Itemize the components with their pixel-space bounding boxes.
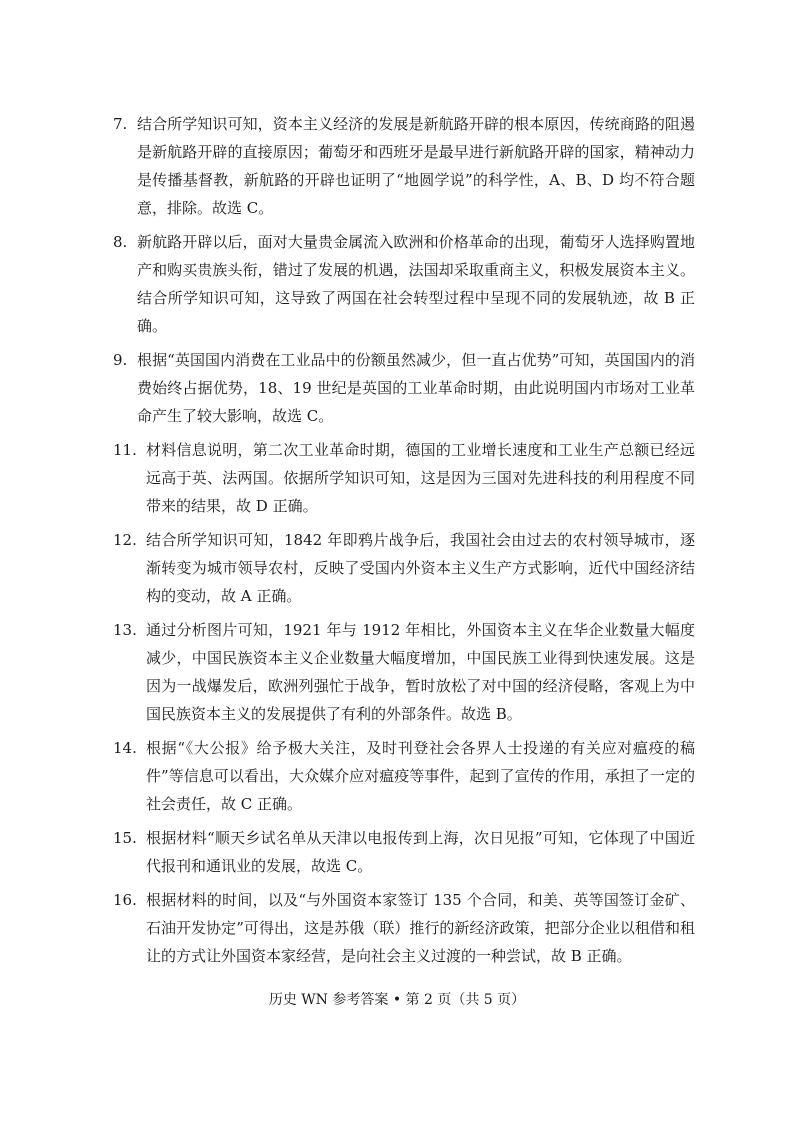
answer-text: 结合所学知识可知，资本主义经济的发展是新航路开辟的根本原因，传统商路的阻遏是新航路开辟的直接原因；葡萄牙和西班牙是最早进行新航路开辟的国家，精神动力是传播基督教，新航路的开辟也证明了“地圆学说”的科学性，A、B、D 均不符合题意，排除。故选 C。 [137, 115, 695, 217]
answer-item-14 [113, 734, 695, 818]
answer-list [113, 110, 695, 976]
answer-number: 8. [113, 233, 128, 251]
answer-text: 新航路开辟以后，面对大量贵金属流入欧洲和价格革命的出现，葡萄牙人选择购置地产和购买贵族头衔，错过了发展的机遇，法国却采取重商主义，积极发展资本主义。结合所学知识可知，这导致了两国在社会转型过程中呈现不同的发展轨迹，故 B 正确。 [137, 233, 695, 335]
answer-text: 根据材料的时间，以及“与外国资本家签订 135 个合同，和美、英等国签订金矿、石油开发协定”可得出，这是苏俄（联）推行的新经济政策，把部分企业以租借和租让的方式让外国资本家经营，是向社会主义过渡的一种尝试，故 B 正确。 [146, 891, 695, 965]
answer-text: 通过分析图片可知，1921 年与 1912 年相比，外国资本主义在华企业数量大幅度减少，中国民族资本主义企业数量大幅度增加，中国民族工业得到快速发展。这是因为一战爆发后，欧洲列强忙于战争，暂时放松了对中国的经济侵略，客观上为中国民族资本主义的发展提供了有利的外部条件。故选 B。 [146, 621, 695, 723]
answer-number: 14. [113, 739, 137, 757]
answer-number: 16. [113, 891, 137, 909]
answer-number: 15. [113, 829, 137, 847]
answer-number: 12. [113, 531, 137, 549]
answer-number: 13. [113, 621, 137, 639]
answer-item-16 [113, 886, 695, 970]
answer-number: 7. [113, 115, 128, 133]
answer-text: 结合所学知识可知，1842 年即鸦片战争后，我国社会由过去的农村领导城市，逐渐转变为城市领导农村，反映了受国内外资本主义生产方式影响，近代中国经济结构的变动，故 A 正确。 [146, 531, 695, 605]
answer-text: 根据“英国国内消费在工业品中的份额虽然减少，但一直占优势”可知，英国国内的消费始终占据优势，18、19 世纪是英国的工业革命时期，由此说明国内市场对工业革命产生了较大影响，故选 C。 [137, 351, 695, 425]
answer-text: 根据材料“顺天乡试名单从天津以电报传到上海，次日见报”可知，它体现了中国近代报刊和通讯业的发展，故选 C。 [146, 829, 695, 875]
answer-item-8 [113, 228, 695, 340]
answer-item-7 [113, 110, 695, 222]
answer-text: 材料信息说明，第二次工业革命时期，德国的工业增长速度和工业生产总额已经远远高于英、法两国。依据所学知识可知，这是因为三国对先进科技的利用程度不同带来的结果，故 D 正确。 [146, 441, 695, 515]
answer-item-15 [113, 824, 695, 880]
page-footer: 历史 WN 参考答案 • 第 2 页（共 5 页） [268, 992, 526, 1008]
answer-item-11 [113, 436, 695, 520]
answer-number: 9. [113, 351, 128, 369]
answer-item-9 [113, 346, 695, 430]
answer-number: 11. [113, 441, 137, 459]
answer-item-12 [113, 526, 695, 610]
answer-item-13 [113, 616, 695, 728]
answer-text: 根据“《大公报》给予极大关注，及时刊登社会各界人士投递的有关应对瘟疫的稿件”等信息可以看出，大众媒介应对瘟疫等事件，起到了宣传的作用，承担了一定的社会责任，故 C 正确。 [146, 739, 695, 813]
